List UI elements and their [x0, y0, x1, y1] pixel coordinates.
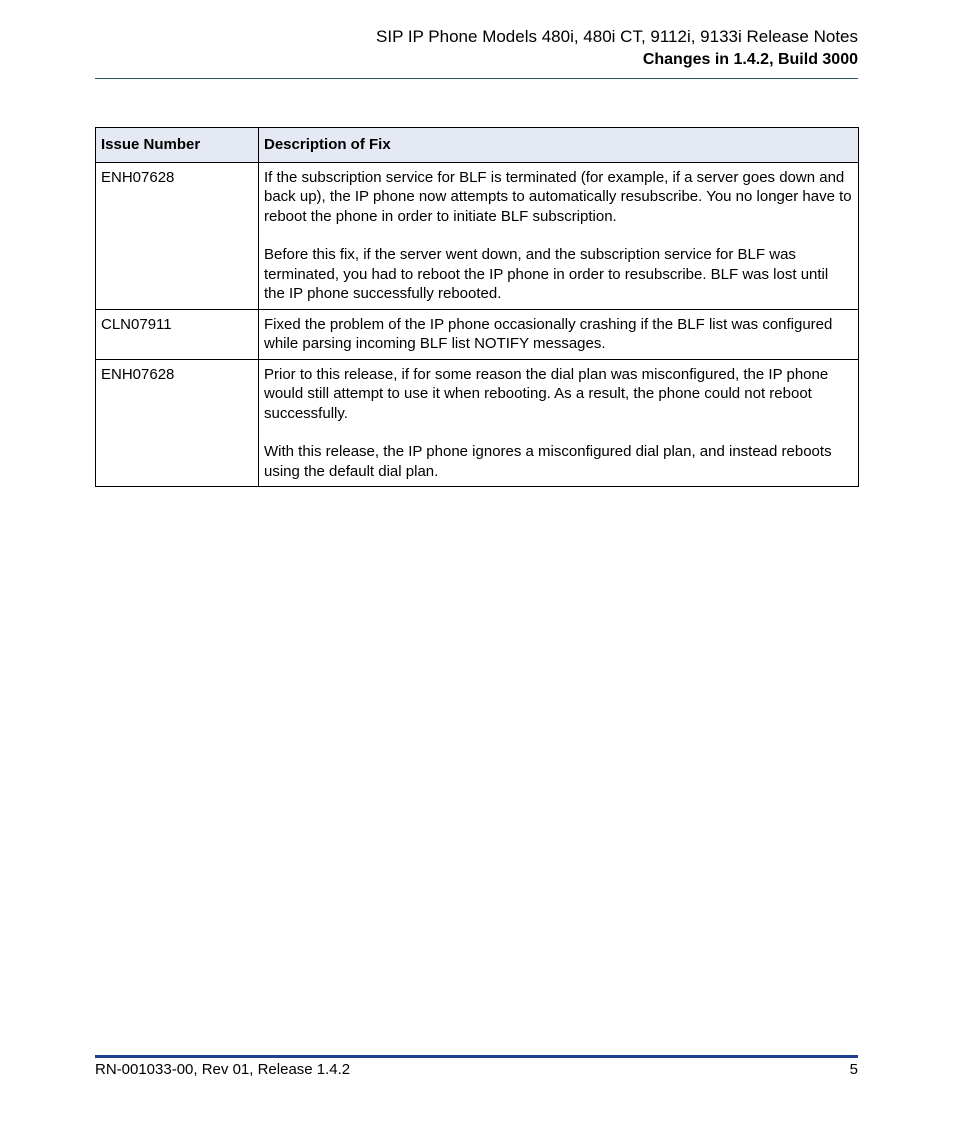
issue-number-cell: ENH07628 — [96, 162, 259, 309]
description-paragraph: Fixed the problem of the IP phone occasionally crashing if the BLF list was configured while parsing incoming BLF list NOTIFY messages. — [264, 315, 833, 352]
description-cell — [259, 162, 859, 309]
description-paragraph: Prior to this release, if for some reason the dial plan was misconfigured, the IP phone would still attempt to use it when rebooting. As a result, the phone could not reboot successfully. — [264, 365, 829, 422]
table-row — [96, 162, 859, 309]
issue-number-cell: CLN07911 — [96, 309, 259, 359]
document-id: RN-001033-00, Rev 01, Release 1.4.2 — [95, 1061, 351, 1078]
table-row — [96, 359, 859, 487]
footer-divider — [95, 1055, 858, 1058]
page-footer — [95, 1060, 858, 1080]
column-header-description: Description of Fix — [259, 128, 859, 163]
header-divider — [95, 78, 858, 79]
description-cell — [259, 309, 859, 359]
fixes-table — [95, 127, 859, 487]
description-paragraph: With this release, the IP phone ignores a misconfigured dial plan, and instead reboots using the default dial plan. — [264, 443, 832, 480]
description-paragraph: Before this fix, if the server went down, and the subscription service for BLF was terminated, you had to reboot the IP phone in order to resubscribe. BLF was lost until the IP phone successfully rebooted. — [264, 246, 829, 302]
page-header — [95, 26, 858, 72]
document-title: SIP IP Phone Models 480i, 480i CT, 9112i, 9133i Release Notes — [376, 27, 858, 46]
issue-number-cell: ENH07628 — [96, 359, 259, 487]
section-title: Changes in 1.4.2, Build 3000 — [642, 51, 858, 68]
description-paragraph: If the subscription service for BLF is terminated (for example, if a server goes down and back up), the IP phone now attempts to automatically resubscribe. You no longer have to reboot the phone in order to initiate BLF subscription. — [264, 168, 852, 225]
table-row — [96, 309, 859, 359]
column-header-issue-number: Issue Number — [96, 128, 259, 163]
page-number: 5 — [849, 1061, 858, 1078]
description-cell — [259, 359, 859, 487]
table-header-row — [96, 128, 859, 163]
